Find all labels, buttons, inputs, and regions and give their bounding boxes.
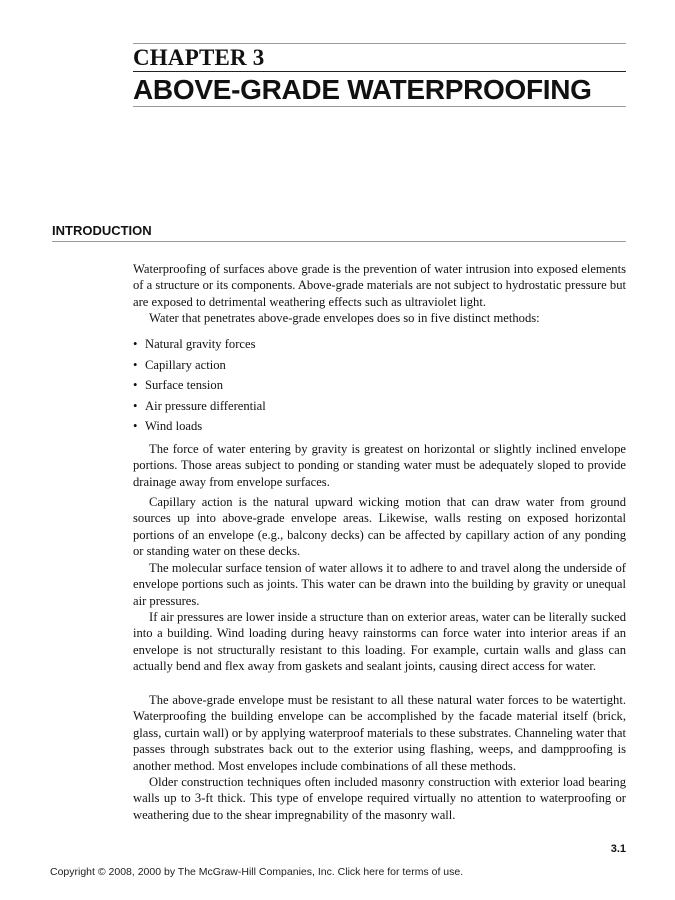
paragraph-older-construction: Older construction techniques often included masonry construction with exterior load bearing walls up to 3-ft thick. This type of envelope required virtually no attention to waterproofing or weathering due to the shear impregnability of the masonry wall. bbox=[133, 775, 626, 822]
page-number: 3.1 bbox=[610, 843, 626, 855]
list-item: • Natural gravity forces bbox=[133, 337, 256, 351]
bullet-icon: • bbox=[133, 378, 138, 392]
section-rule bbox=[52, 241, 626, 242]
bullet-icon: • bbox=[133, 398, 138, 413]
intro-paragraph-1: Waterproofing of surfaces above grade is the prevention of water intrusion into exposed elements of a structure or its components. Above-grade materials are not subject to hydrostatic pressure but are exposed to detrimental weathering effects such as ultraviolet light. bbox=[133, 262, 626, 309]
paragraph-capillary: Capillary action is the natural upward wicking motion that can draw water from ground sources up into above-grade envelope areas. Likewise, walls resting on exposed horizontal portions of an envelope (e.g., balcony decks) can be affected by capillary action of any ponding or standing water on these decks. bbox=[133, 495, 626, 559]
copyright-link[interactable]: Copyright © 2008, 2000 by The McGraw-Hill Companies, Inc. Click here for terms of use. bbox=[50, 866, 464, 878]
bullet-icon: • bbox=[133, 337, 138, 351]
list-item: • Capillary action bbox=[133, 357, 226, 372]
methods-list bbox=[133, 336, 266, 439]
bullet-icon: • bbox=[133, 357, 138, 372]
chapter-number: CHAPTER 3 bbox=[133, 45, 265, 70]
list-item: • Air pressure differential bbox=[133, 398, 266, 413]
chapter-title: ABOVE-GRADE WATERPROOFING bbox=[133, 74, 592, 105]
list-item: • Surface tension bbox=[133, 378, 223, 392]
bullet-icon: • bbox=[133, 419, 138, 433]
chapter-rule bbox=[133, 71, 626, 72]
paragraph-surface-tension: The molecular surface tension of water allows it to adhere to and travel along the underside of envelope portions such as joints. This water can be drawn into the building by gravity or unequal air pressures. bbox=[133, 561, 626, 608]
title-rule bbox=[133, 106, 626, 107]
intro-paragraph-2: Water that penetrates above-grade envelopes does so in five distinct methods: bbox=[149, 311, 540, 325]
section-heading: INTRODUCTION bbox=[52, 223, 152, 238]
paragraph-air-pressure: If air pressures are lower inside a structure than on exterior areas, water can be literally sucked into a building. Wind loading during heavy rainstorms can force water into interior areas if an envelope is not structurally resistant to this loading. For example, curtain walls and glass can actually bend and flex away from gaskets and sealant joints, causing direct access for water. bbox=[133, 610, 626, 674]
paragraph-gravity: The force of water entering by gravity is greatest on horizontal or slightly inclined envelope portions. Those areas subject to ponding or standing water must be adequately sloped to provide drainage away from envelope surfaces. bbox=[133, 442, 626, 489]
paragraph-envelope: The above-grade envelope must be resistant to all these natural water forces to be watertight. Waterproofing the building envelope can be accomplished by the facade material itself (brick, glass, curtain wall) or by applying waterproof materials to these substrates. Channeling water that passes through substrates back out to the exterior using flashing, weeps, and dampproofing is another method. Most envelopes include combinations of all these methods. bbox=[133, 693, 626, 773]
list-item: • Wind loads bbox=[133, 419, 203, 433]
